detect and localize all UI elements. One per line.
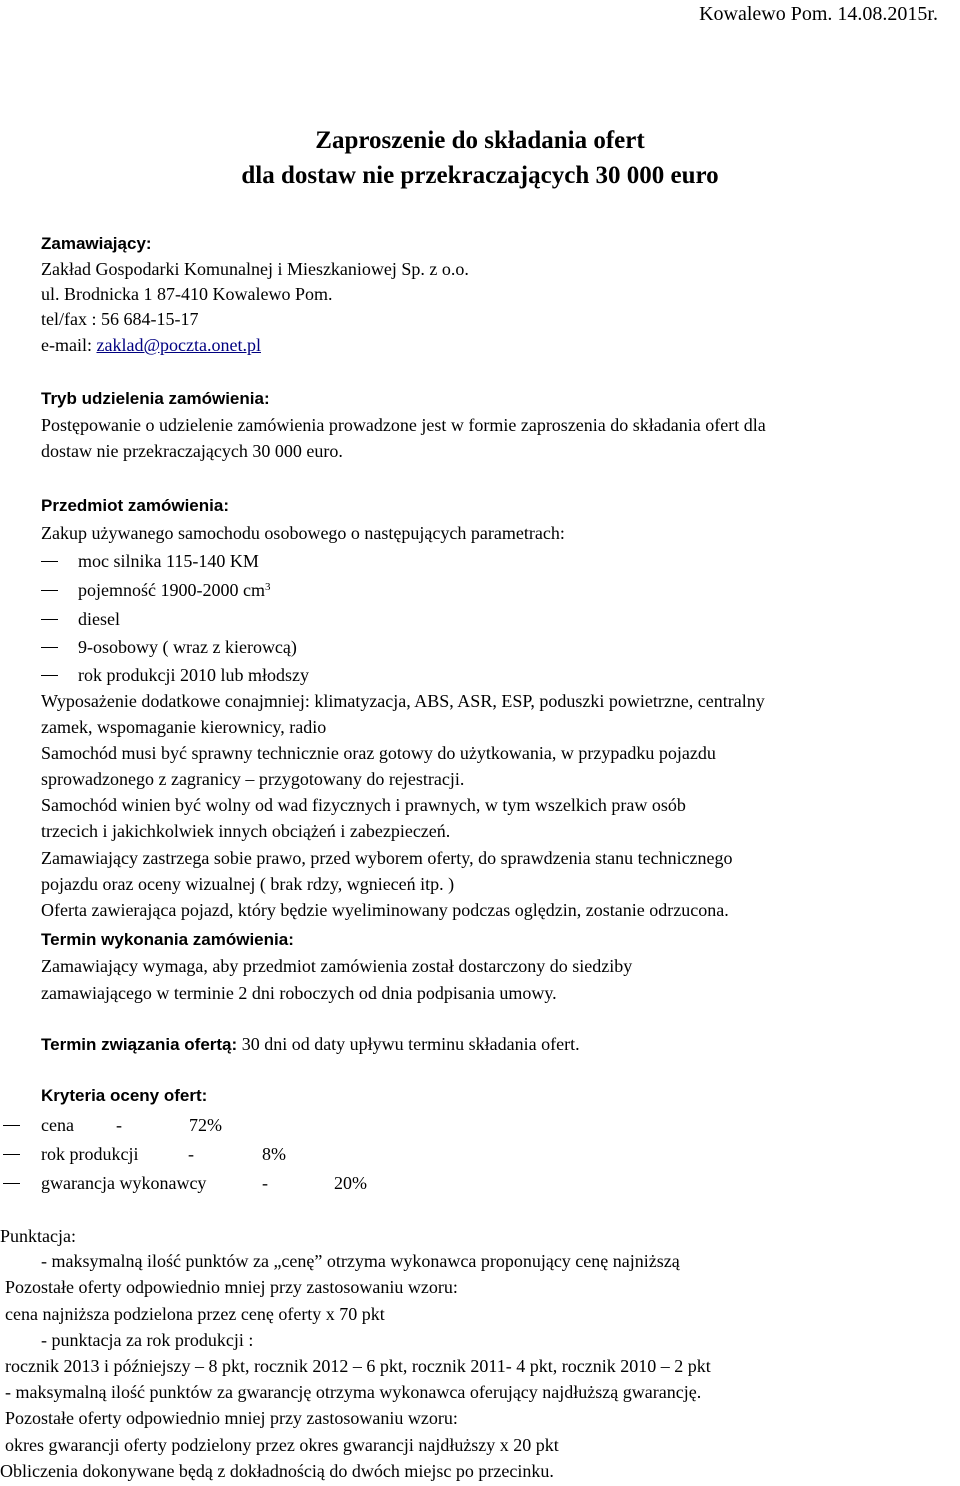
dash-bullet-icon [3, 1154, 20, 1155]
document-title-line1: Zaproszenie do składania ofert [315, 127, 645, 154]
param-item: pojemność 1900-2000 $cm^3$ [41, 581, 270, 599]
dash-bullet-icon [41, 619, 58, 620]
email-label: e-mail: [41, 335, 97, 355]
punktacja-line: - maksymalną ilość punktów za „cenę” otrzyma wykonawca proponujący cenę najniższą [41, 1251, 680, 1271]
zamawiajacy-phone: tel/fax : 56 684-15-17 [41, 309, 199, 329]
termin-zwiazania-heading: Termin związania ofertą: [41, 1035, 238, 1054]
punktacja-line: Pozostałe oferty odpowiednio mniej przy zastosowaniu wzoru: [5, 1277, 458, 1297]
punktacja-heading: Punktacja: [0, 1226, 76, 1246]
kryteria-item [0, 1174, 17, 1192]
email-link[interactable]: zaklad@poczta.onet.pl [96, 335, 261, 355]
tryb-line2: dostaw nie przekraczających 30 000 euro. [41, 441, 343, 461]
termin-zwiazania-row [41, 1035, 580, 1053]
przedmiot-line: trzecich i jakichkolwiek innych obciążeń i zabezpieczeń. [41, 821, 451, 841]
document-date: Kowalewo Pom. 14.08.2015r. [699, 3, 938, 25]
punktacja-line: - punktacja za rok produkcji : [41, 1330, 254, 1350]
przedmiot-line: pojazdu oraz oceny wizualnej ( brak rdzy, wgnieceń itp. ) [41, 874, 455, 894]
param-item: diesel [41, 610, 120, 628]
przedmiot-line: Wyposażenie dodatkowe conajmniej: klimatyzacja, ABS, ASR, ESP, poduszki powietrzne, centralny [41, 691, 765, 711]
termin-zwiazania-text: 30 dni od daty upływu terminu składania ofert. [237, 1034, 580, 1054]
przedmiot-line: Zamawiający zastrzega sobie prawo, przed wyborem oferty, do sprawdzenia stanu technicznego [41, 848, 733, 868]
kryteria-sep: - [116, 1115, 122, 1135]
document-title-line2: dla dostaw nie przekraczających 30 000 euro [241, 162, 719, 189]
kryteria-label: cena [41, 1115, 74, 1135]
dash-bullet-icon [41, 561, 58, 562]
punktacja-line: cena najniższa podzielona przez cenę oferty x 70 pkt [5, 1304, 385, 1324]
przedmiot-line: zamek, wspomaganie kierownicy, radio [41, 717, 327, 737]
unit-superscript: 3 [264, 581, 271, 593]
termin-wykonania-line1: Zamawiający wymaga, aby przedmiot zamówienia został dostarczony do siedziby [41, 956, 633, 976]
zamawiajacy-heading: Zamawiający: [41, 234, 152, 253]
dash-bullet-icon [41, 590, 58, 591]
param-item: moc silnika 115-140 KM [41, 552, 259, 570]
kryteria-heading: Kryteria oceny ofert: [41, 1086, 208, 1105]
punktacja-line: okres gwarancji oferty podzielony przez okres gwarancji najdłuższy x 20 pkt [5, 1435, 559, 1455]
przedmiot-line: Samochód winien być wolny od wad fizycznych i prawnych, w tym wszelkich praw osób [41, 795, 686, 815]
termin-wykonania-heading: Termin wykonania zamówienia: [41, 930, 294, 949]
zamawiajacy-name: Zakład Gospodarki Komunalnej i Mieszkaniowej Sp. z o.o. [41, 259, 469, 279]
przedmiot-line: Oferta zawierająca pojazd, który będzie wyeliminowany podczas oględzin, zostanie odrzucona. [41, 900, 729, 920]
dash-bullet-icon [3, 1183, 20, 1184]
param-item: 9-osobowy ( wraz z kierowcą) [41, 638, 297, 656]
przedmiot-intro: Zakup używanego samochodu osobowego o następujących parametrach: [41, 523, 565, 543]
punktacja-line: rocznik 2013 i późniejszy – 8 pkt, rocznik 2012 – 6 pkt, rocznik 2011- 4 pkt, rocznik 2010 – 2 pkt [5, 1356, 711, 1376]
dash-bullet-icon [41, 647, 58, 648]
termin-wykonania-line2: zamawiającego w terminie 2 dni roboczych od dnia podpisania umowy. [41, 983, 557, 1003]
tryb-heading: Tryb udzielenia zamówienia: [41, 389, 270, 408]
kryteria-item [0, 1116, 17, 1134]
tryb-line1: Postępowanie o udzielenie zamówienia prowadzone jest w formie zaproszenia do składania ofert dla [41, 415, 766, 435]
zamawiajacy-address: ul. Brodnicka 1 87-410 Kowalewo Pom. [41, 284, 333, 304]
przedmiot-line: Samochód musi być sprawny technicznie oraz gotowy do użytkowania, w przypadku pojazdu [41, 743, 716, 763]
kryteria-label: rok produkcji [41, 1144, 139, 1164]
punktacja-line: Pozostałe oferty odpowiednio mniej przy zastosowaniu wzoru: [5, 1408, 458, 1428]
kryteria-label: gwarancja wykonawcy [41, 1173, 207, 1193]
przedmiot-line: sprowadzonego z zagranicy – przygotowany do rejestracji. [41, 769, 465, 789]
kryteria-item [0, 1145, 17, 1163]
punktacja-line: Obliczenia dokonywane będą z dokładnością do dwóch miejsc po przecinku. [0, 1461, 554, 1481]
kryteria-value: 20% [334, 1173, 367, 1193]
dash-bullet-icon [41, 675, 58, 676]
kryteria-sep: - [188, 1144, 194, 1164]
kryteria-value: 72% [189, 1115, 222, 1135]
kryteria-sep: - [262, 1173, 268, 1193]
punktacja-line: - maksymalną ilość punktów za gwarancję otrzyma wykonawca oferujący najdłuższą gwarancję. [5, 1382, 702, 1402]
param-item: rok produkcji 2010 lub młodszy [41, 666, 309, 684]
przedmiot-heading: Przedmiot zamówienia: [41, 496, 229, 515]
zamawiajacy-email-row [41, 336, 261, 354]
dash-bullet-icon [3, 1125, 20, 1126]
kryteria-value: 8% [262, 1144, 286, 1164]
